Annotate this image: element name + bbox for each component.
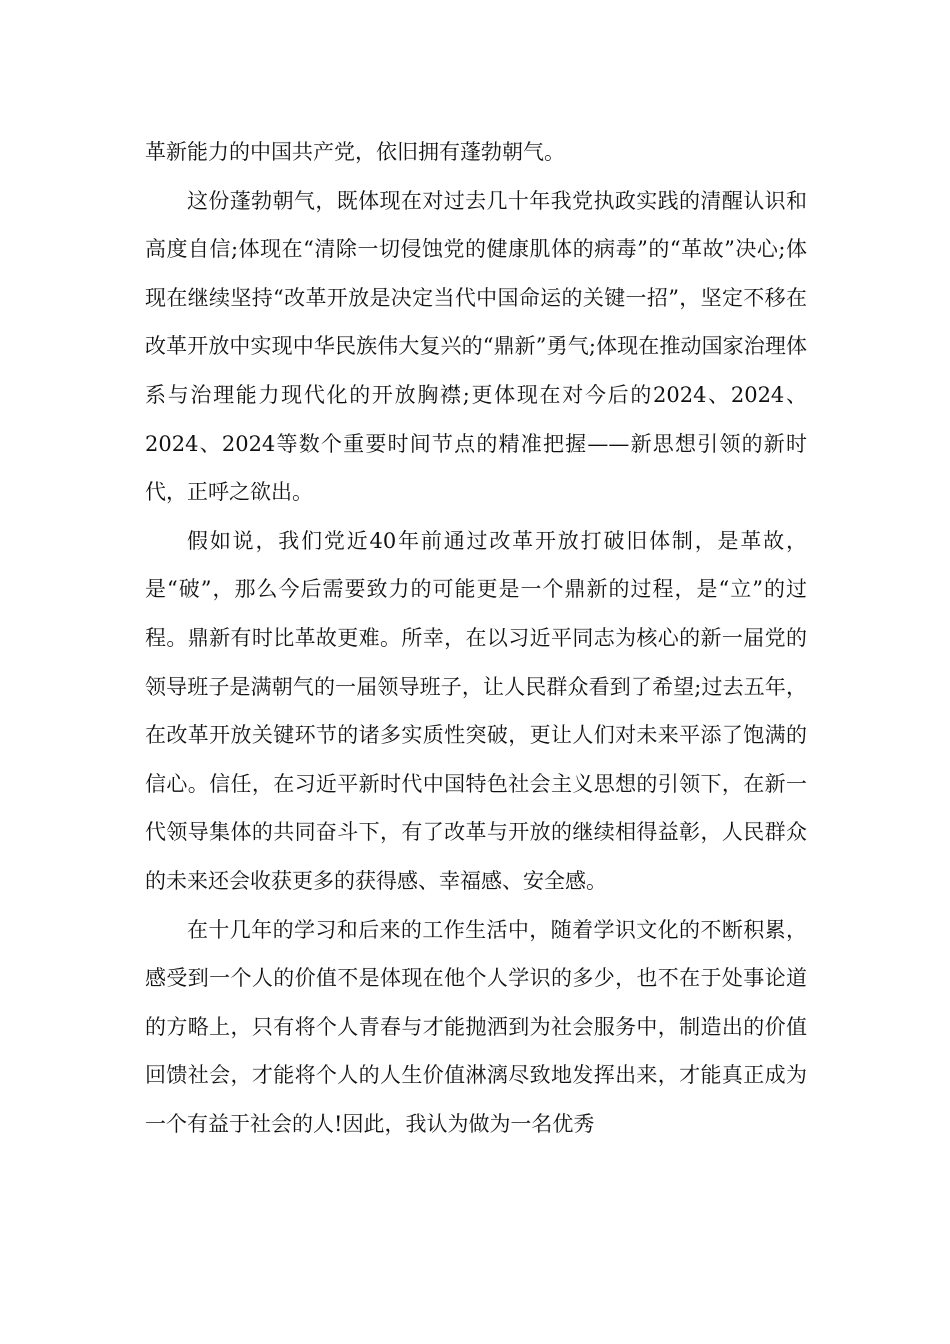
paragraph-personal-value: 在十几年的学习和后来的工作生活中，随着学识文化的不断积累，感受到一个人的价值不是体现在他个人学识的多少，也不在于处事论道的方略上，只有将个人青春与才能抛洒到为社会服务中，制造出的价值回馈社会，才能将个人的人生价值淋漓尽致地发挥出来，才能真正成为一个有益于社会的人!因此，我认为做为一名优秀 [145, 917, 807, 1136]
paragraph-vitality: 这份蓬勃朝气，既体现在对过去几十年我党执政实践的清醒认识和高度自信;体现在“清除一切侵蚀党的健康肌体的病毒”的“革故”决心;体现在继续坚持“改革开放是决定当代中国命运的关键一招”，坚定不移在改革开放中实现中华民族伟大复兴的“鼎新”勇气;体现在推动国家治理体系与治理能力现代化的开放胸襟;更体现在对今后的2024、2024、2024、2024等数个重要时间节点的精准把握——新思想引领的新时代，正呼之欲出。 [145, 188, 807, 505]
document-body [145, 128, 807, 1148]
paragraph-reform: 假如说，我们党近40年前通过改革开放打破旧体制，是革故，是“破”，那么今后需要致力的可能更是一个鼎新的过程，是“立”的过程。鼎新有时比革故更难。所幸，在以习近平同志为核心的新一届党的领导班子是满朝气的一届领导班子，让人民群众看到了希望;过去五年，在改革开放关键环节的诸多实质性突破，更让人们对未来平添了饱满的信心。信任，在习近平新时代中国特色社会主义思想的引领下，在新一代领导集体的共同奋斗下，有了改革与开放的继续相得益彰，人民群众的未来还会收获更多的获得感、幸福感、安全感。 [145, 528, 807, 893]
paragraph-continued: 革新能力的中国共产党，依旧拥有蓬勃朝气。 [145, 140, 565, 164]
